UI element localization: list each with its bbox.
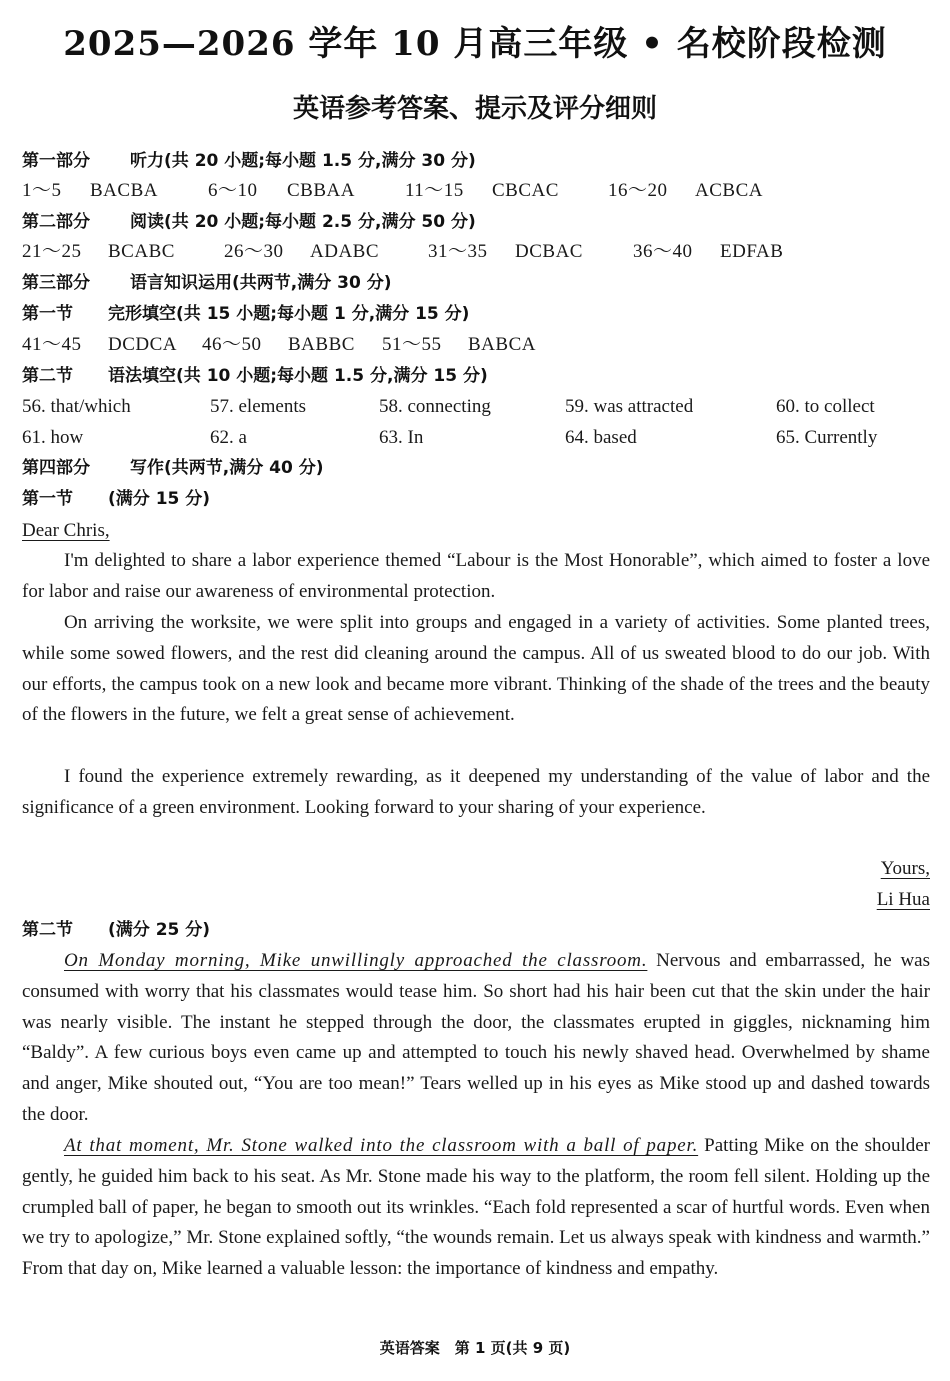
- grammar-answer: 61. how: [22, 427, 84, 448]
- answer-range: 36～40: [633, 241, 693, 262]
- grammar-answer: 60. to collect: [776, 396, 875, 417]
- page-footer: 英语答案 第 1 页(共 9 页): [379, 1339, 571, 1357]
- story-paragraph-1: [22, 946, 930, 1131]
- grammar-answer: 57. elements: [210, 396, 307, 417]
- grammar-answer: 56. that/which: [22, 396, 131, 417]
- part1-tag: 第一部分: [22, 151, 90, 171]
- part3-section1-answers: [22, 330, 586, 360]
- section-tag: 第一节: [22, 304, 73, 324]
- part3-tag: 第三部分: [22, 273, 90, 293]
- letter-paragraph-2: On arriving the worksite, we were split into groups and engaged in a variety of activities. Some planted trees, while some sowed flowers, and the rest did cleaning around the campus. All of us sweated blood to do our job. With our efforts, the campus took on a new look and became more vibrant. Thinking of the shade of the trees and the beauty of the flowers in the future, we felt a great sense of achievement.: [22, 612, 930, 726]
- grammar-answer: 64. based: [565, 427, 637, 448]
- answer-key: EDFAB: [720, 241, 784, 262]
- part2-answers: [22, 237, 838, 267]
- part4-section1-heading: [22, 484, 210, 514]
- section-desc: (满分 25 分): [108, 920, 211, 940]
- letter-salutation: Dear Chris,: [22, 520, 110, 541]
- story-given-opening-2: At that moment, Mr. Stone walked into the classroom with a ball of paper.: [64, 1135, 699, 1156]
- part3-section1-heading: [22, 299, 469, 329]
- answer-key: BABCA: [468, 334, 536, 355]
- part2-desc: 阅读(共 20 小题;每小题 2.5 分,满分 50 分): [130, 212, 476, 232]
- part3-heading: [22, 268, 392, 298]
- section-desc: 语法填空(共 10 小题;每小题 1.5 分,满分 15 分): [108, 366, 488, 386]
- section-desc: 完形填空(共 15 小题;每小题 1 分,满分 15 分): [108, 304, 470, 324]
- part4-section2-heading: [22, 915, 210, 945]
- answer-range: 11～15: [405, 180, 464, 201]
- story-given-opening-1: On Monday morning, Mike unwillingly approached the classroom.: [64, 950, 648, 971]
- grammar-answer: 63. In: [379, 427, 424, 448]
- part3-section2-heading: [22, 361, 488, 391]
- story-continuation-2: Patting Mike on the shoulder gently, he guided him back to his seat. As Mr. Stone made his way to the platform, the room fell silent. Holding up the crumpled ball of paper, he began to smooth out its wrinkles. “Each fold represented a scar of hurtful words. Even when we try to apologize,” Mr. Stone explained softly, “the wounds remain. Let us always speak with kindness and warmth.” From that day on, Mike learned a valuable lesson: the importance of kindness and empathy.: [22, 1135, 931, 1280]
- answer-key: DCBAC: [515, 241, 583, 262]
- section-tag: 第二节: [22, 920, 73, 940]
- answer-key: ACBCA: [695, 180, 763, 201]
- answer-range: 46～50: [202, 334, 262, 355]
- page-subtitle: 英语参考答案、提示及评分细则: [292, 94, 657, 124]
- letter-closing: Yours,: [880, 858, 930, 879]
- answer-key: CBCAC: [492, 180, 559, 201]
- answer-range: 21～25: [22, 241, 82, 262]
- letter-paragraph-1: I'm delighted to share a labor experience themed “Labour is the Most Honorable”, which aimed to foster a love for labor and raise our awareness of environmental protection.: [22, 550, 930, 602]
- grammar-answer: 65. Currently: [776, 427, 878, 448]
- section-desc: (满分 15 分): [108, 489, 211, 509]
- page-title: 2025—2026 学年 10 月高三年级 • 名校阶段检测: [63, 24, 887, 64]
- part1-heading: [22, 146, 476, 176]
- letter-paragraph-3: I found the experience extremely rewarding, as it deepened my understanding of the value of labor and the significance of a green environment. Looking forward to your sharing of your experience.: [22, 766, 930, 818]
- answer-range: 41～45: [22, 334, 82, 355]
- grammar-answer: 62. a: [210, 427, 247, 448]
- answer-range: 6～10: [208, 180, 258, 201]
- answer-key: DCDCA: [108, 334, 178, 355]
- grammar-answer: 59. was attracted: [565, 396, 694, 417]
- part3-desc: 语言知识运用(共两节,满分 30 分): [130, 273, 392, 293]
- part4-heading: [22, 453, 324, 483]
- answer-range: 1～5: [22, 180, 62, 201]
- part2-heading: [22, 207, 476, 237]
- answer-key: BACBA: [90, 180, 158, 201]
- grammar-answer: 58. connecting: [379, 396, 491, 417]
- part1-answers: [22, 176, 813, 206]
- letter-signature: Li Hua: [876, 889, 930, 910]
- answer-range: 31～35: [428, 241, 488, 262]
- story-paragraph-2: [22, 1131, 930, 1285]
- answer-key: BABBC: [288, 334, 355, 355]
- story-continuation-1: Nervous and embarrassed, he was consumed with worry that his classmates would tease him. So short had his hair been cut that the skin under the hair was nearly visible. The instant he stepped through the door, the classmates erupted in giggles, nicknaming him “Baldy”. A few curious boys even came up and attempted to touch his newly shaved head. Overwhelmed by shame and anger, Mike shouted out, “You are too mean!” Tears welled up in his eyes as Mike stood up and dashed towards the door.: [22, 950, 930, 1125]
- answer-key: ADABC: [310, 241, 380, 262]
- answer-range: 51～55: [382, 334, 442, 355]
- answer-key: BCABC: [108, 241, 175, 262]
- answer-range: 26～30: [224, 241, 284, 262]
- part1-desc: 听力(共 20 小题;每小题 1.5 分,满分 30 分): [130, 151, 476, 171]
- answer-range: 16～20: [608, 180, 668, 201]
- answer-key: CBBAA: [287, 180, 355, 201]
- part2-tag: 第二部分: [22, 212, 90, 232]
- part4-desc: 写作(共两节,满分 40 分): [130, 458, 324, 478]
- part4-tag: 第四部分: [22, 458, 90, 478]
- section-tag: 第一节: [22, 489, 73, 509]
- section-tag: 第二节: [22, 366, 73, 386]
